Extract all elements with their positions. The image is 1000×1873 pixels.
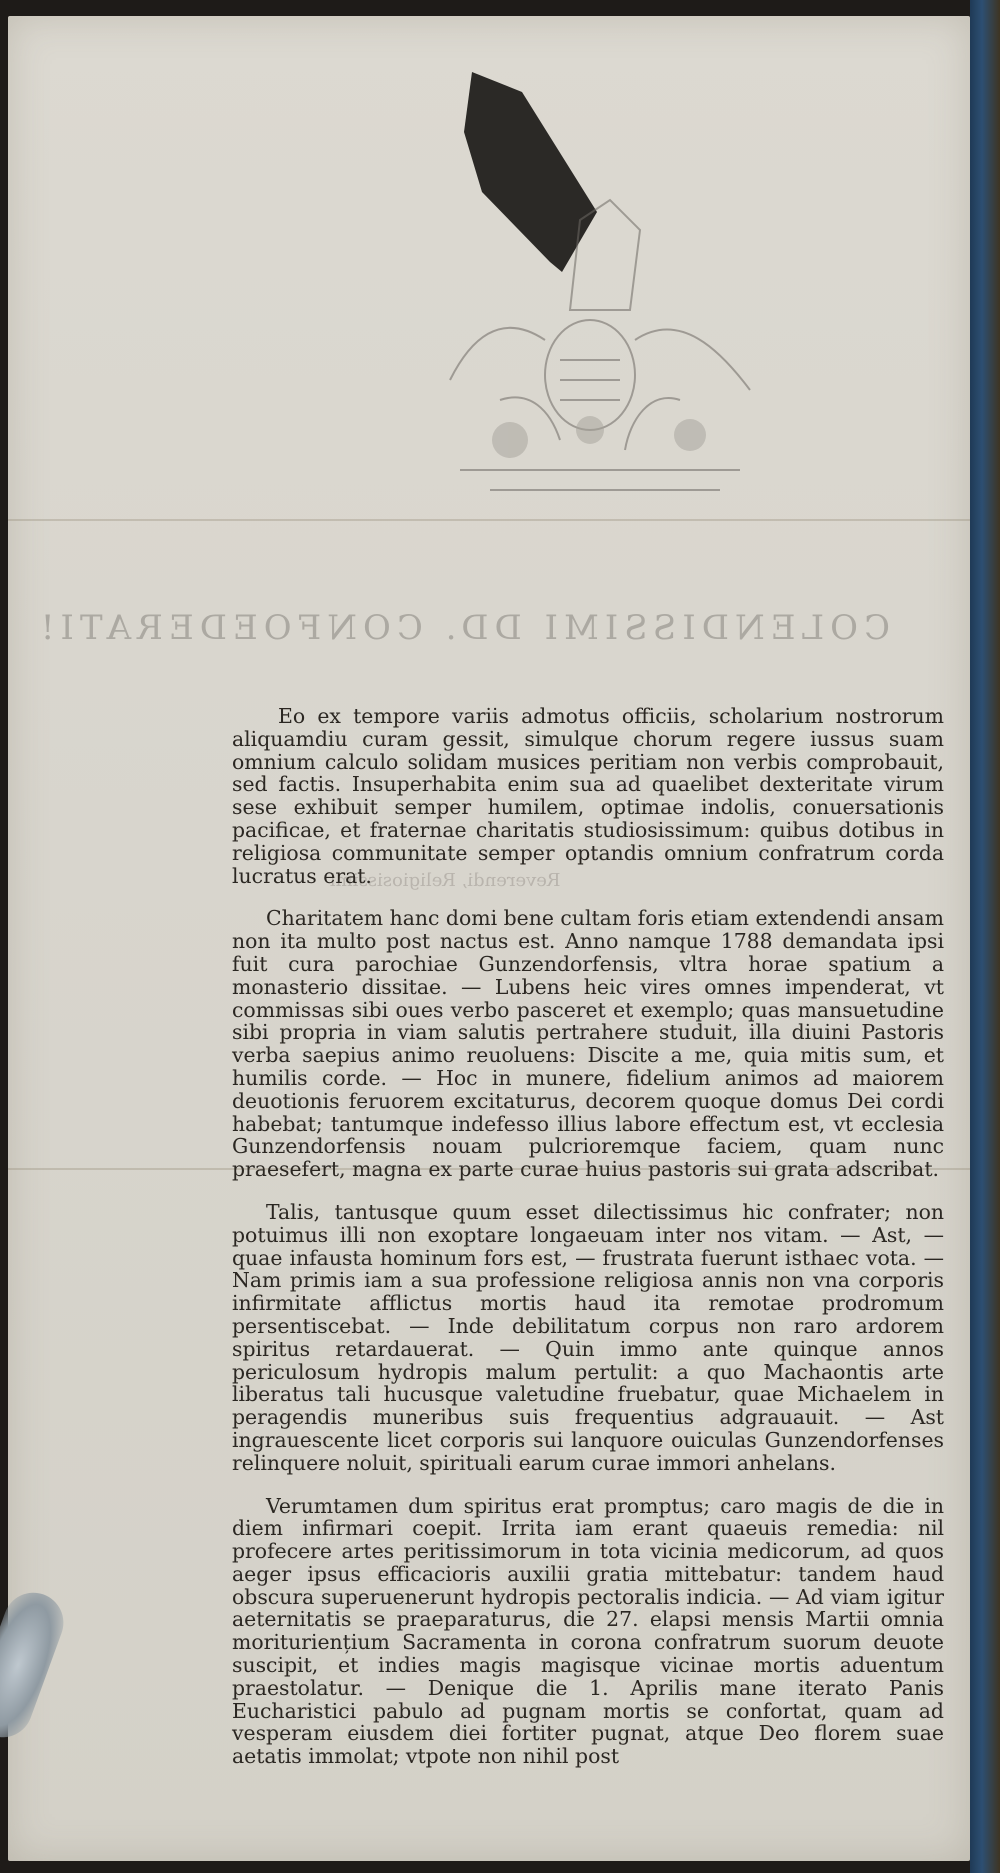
document-body — [232, 705, 944, 1788]
fold-line-upper — [8, 519, 970, 521]
mirrored-salutation-bleedthrough: Reverendi, Religiosissimi — [330, 870, 561, 891]
emblem-bleedthrough — [440, 190, 760, 500]
paragraph: Verumtamen dum spiritus erat promptus; caro magis de die in diem infirmari coepit. Irrita iam erant quaeuis remedia: nil profecere artes peritissimorum in tota vicinia medicorum, ad quos aeger ipsus efficacioris auxilii gratia mittebatur: tandem haud obscura superuenerunt hydropis pectoralis indicia. — Ad viam igitur aeternitatis se praeparaturus, die 27. elapsi mensis Martii omnia morituriențium Sacramenta in corona confratrum suorum deuote suscipit, et indies magis magisque vicinae mortis aduentum praestolatur. — Denique die 1. Aprilis mane iterato Panis Eucharistici pabulo ad pugnam mortis se confortat, quam ad vesperam eiusdem diei fortiter pugnat, atque Deo florem suae aetatis immolat; vtpote non nihil post — [232, 1493, 944, 1769]
binding-edge — [970, 0, 1000, 1873]
paragraph: Eo ex tempore variis admotus officiis, scholarium nostrorum aliquamdiu curam gessit, simulque chorum regere iussus suam omnium calculo solidam musices peritiam non verbis comprobauit, sed factis. Insuperhabita enim sua ad quaelibet dexteritate virum sese exhibuit semper humilem, optimae indolis, conuersationis pacificae, et fraternae charitatis studiosissimum: quibus dotibus in religiosa communitate semper optandis omnium confratrum corda lucratus erat. — [232, 704, 944, 888]
mirrored-heading-bleedthrough: COLENDISSIMI DD. CONFOEDERATI! — [34, 608, 890, 648]
paragraph: Talis, tantusque quum esset dilectissimus hic confrater; non potuimus illi non exoptare longaeuam inter nos vitam. — Ast, — quae infausta hominum fors est, — frustrata fuerunt isthaec vota. — Nam primis iam a sua professione religiosa annis non vna corporis infirmitate afflictus mortis haud ita remotae prodromum persentiscebat. — Inde debilitatum corpus non raro ardorem spiritus retardauerat. — Quin immo ante quinque annos periculosum hydropis malum pertulit: a quo Machaontis arte liberatus tali hucusque valetudine fruebatur, quae Michaelem in peragendis muneribus suis frequentius adgrauauit. — Ast ingrauescente licet corporis sui lanquore ouiculas Gunzendorfenses relinquere noluit, spirituali earum curae immori anhelans. — [232, 1199, 944, 1475]
paragraph: Charitatem hanc domi bene cultam foris etiam extendendi ansam non ita multo post nactus est. Anno namque 1788 demandata ipsi fuit cura parochiae Gunzendorfensis, vltra horae spatium a monasterio dissitae. — Lubens heic vires omnes impenderat, vt commissas sibi oues verbo pasceret et exemplo; quas mansuetudine sibi propria in viam salutis pertrahere studuit, illa diuini Pastoris verba saepius animo reuoluens: Discite a me, quia mitis sum, et humilis corde. — Hoc in munere, fidelium animos ad maiorem deuotionis feruorem excitaturus, decorem quoque domus Dei cordi habebat; tantumque indefesso illius labore effectum est, vt ecclesia Gunzendorfensis nouam pulcrioremque faciem, quam nunc praesefert, magna ex parte curae huius pastoris sui grata adscribat. — [232, 906, 944, 1182]
